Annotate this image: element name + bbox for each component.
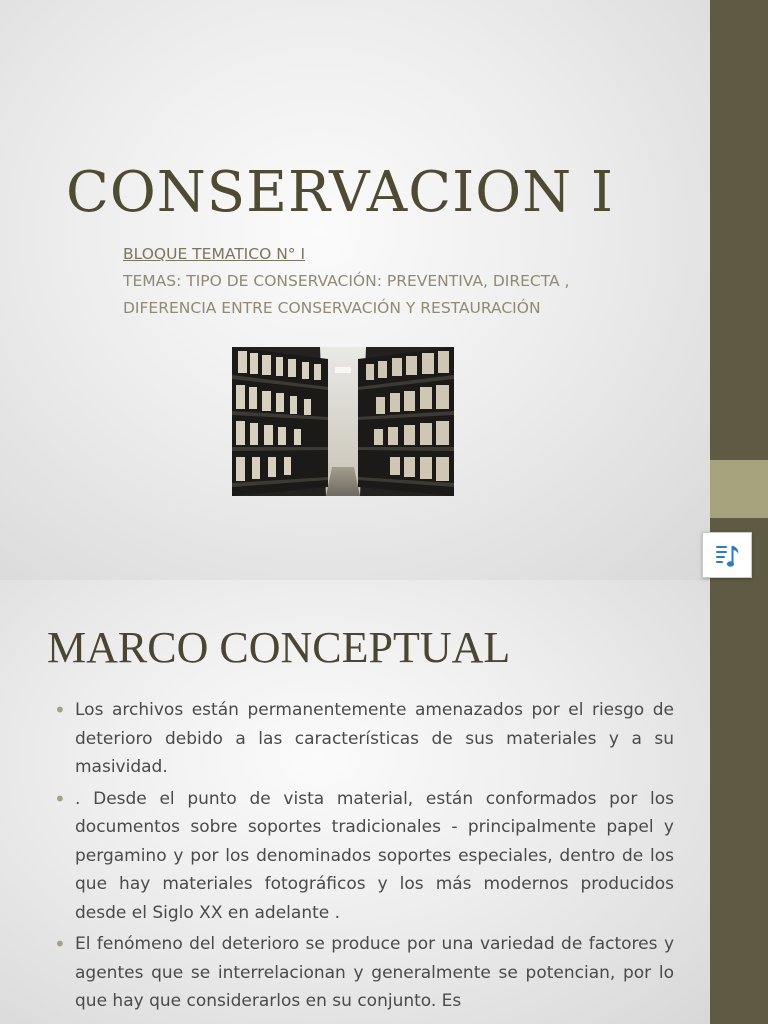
section-title: MARCO CONCEPTUAL bbox=[47, 623, 511, 672]
bullet-text: . Desde el punto de vista material, están conformados por los documentos sobre soportes tradicionales - principalmente papel y pergamino y por los denominados soportes especiales, dentro de los que hay materiales fotográficos y los más modernos producidos desde el Siglo XX en adelante . bbox=[75, 788, 674, 923]
bullet-dot-icon: • bbox=[54, 698, 66, 722]
bullet-dot-icon: • bbox=[54, 786, 66, 811]
bullet-list bbox=[48, 696, 674, 1019]
slide-subtitle bbox=[123, 241, 643, 322]
audio-playlist-button[interactable] bbox=[702, 532, 752, 578]
subtitle-topics-line-1: TEMAS: TIPO DE CONSERVACIÓN: PREVENTIVA, DIRECTA , bbox=[123, 272, 570, 290]
side-bar-top bbox=[710, 0, 768, 460]
archive-shelves-illustration bbox=[232, 347, 454, 496]
slide-title: CONSERVACION I bbox=[66, 160, 615, 225]
bullet-text: El fenómeno del deterioro se produce por una variedad de factores y agentes que se interrelacionan y generalmente se potencian, por lo que hay que considerarlos en su conjunto. Es bbox=[75, 934, 674, 1011]
subtitle-topics-line-2: DIFERENCIA ENTRE CONSERVACIÓN Y RESTAURACIÓN bbox=[123, 299, 541, 317]
side-bar-bottom bbox=[710, 518, 768, 1024]
side-bar-accent bbox=[710, 460, 768, 518]
bullet-item bbox=[48, 930, 674, 1016]
archive-shelves-image bbox=[232, 347, 454, 496]
bullet-dot-icon: • bbox=[54, 932, 66, 956]
subtitle-heading: BLOQUE TEMATICO N° I bbox=[123, 245, 306, 263]
audio-playlist-icon bbox=[703, 533, 751, 577]
bullet-item bbox=[48, 696, 674, 782]
bullet-item bbox=[48, 785, 674, 928]
bullet-text: Los archivos están permanentemente amenazados por el riesgo de deterioro debido a las características de sus materiales y a su masividad. bbox=[75, 700, 674, 777]
